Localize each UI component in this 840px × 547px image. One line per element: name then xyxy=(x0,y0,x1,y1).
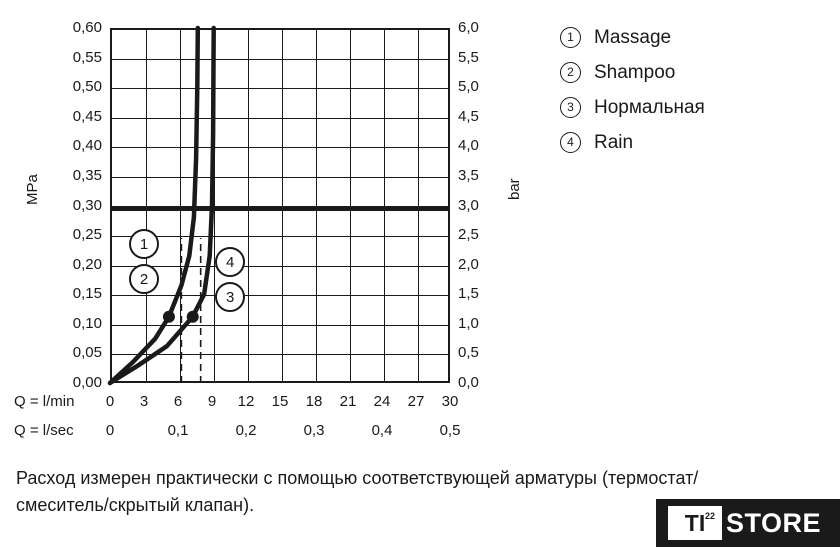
x-tick-lmin: 9 xyxy=(207,393,217,410)
y-tick-right: 4,5 xyxy=(458,107,479,125)
x-axis-row-lsec-label: Q = l/sec xyxy=(14,422,74,439)
legend-label-1: Massage xyxy=(594,26,672,48)
y-axis-title-left: MPa xyxy=(24,174,41,205)
logo-badge xyxy=(668,506,722,540)
logo-badge-superscript: 22 xyxy=(704,511,715,521)
x-tick-lmin: 30 xyxy=(441,393,459,410)
caption-line-1: Расход измерен практически с помощью соответствующей арматуры (термостат/ xyxy=(16,468,699,488)
x-tick-lmin: 15 xyxy=(271,393,289,410)
callout-3: 3 xyxy=(215,282,245,312)
legend-label-3: Нормальная xyxy=(594,96,705,118)
x-tick-lsec: 0 xyxy=(105,422,115,439)
y-tick-right: 3,0 xyxy=(458,196,479,214)
y-tick-left: 0,55 xyxy=(72,48,102,66)
legend xyxy=(560,20,830,160)
caption-line-2: смеситель/скрытый клапан). xyxy=(16,495,255,515)
y-tick-left: 0,15 xyxy=(72,285,102,303)
y-tick-left: 0,40 xyxy=(72,137,102,155)
y-tick-left: 0,25 xyxy=(72,226,102,244)
y-tick-right: 1,0 xyxy=(458,314,479,332)
legend-label-4: Rain xyxy=(594,131,634,153)
legend-label-2: Shampoo xyxy=(594,61,676,83)
y-tick-left: 0,05 xyxy=(72,344,102,362)
x-axis-row-lmin xyxy=(0,393,530,415)
x-tick-lmin: 21 xyxy=(339,393,357,410)
callout-1: 1 xyxy=(129,229,159,259)
y-tick-left: 0,20 xyxy=(72,255,102,273)
x-tick-lmin: 3 xyxy=(139,393,149,410)
x-tick-lmin: 6 xyxy=(173,393,183,410)
data-point-marker xyxy=(187,311,199,323)
y-tick-right: 2,0 xyxy=(458,255,479,273)
x-axis-row-lmin-label: Q = l/min xyxy=(14,393,75,410)
legend-number-1: 1 xyxy=(560,27,581,48)
x-tick-lmin: 18 xyxy=(305,393,323,410)
y-tick-left: 0,30 xyxy=(72,196,102,214)
y-tick-right: 0,5 xyxy=(458,344,479,362)
x-tick-lmin: 24 xyxy=(373,393,391,410)
x-tick-lmin: 27 xyxy=(407,393,425,410)
x-tick-lsec: 0,2 xyxy=(235,422,257,439)
y-tick-left: 0,50 xyxy=(72,78,102,96)
legend-item xyxy=(560,125,830,160)
store-logo xyxy=(656,499,840,547)
x-axis-row-lsec xyxy=(0,422,530,444)
logo-text: STORE xyxy=(726,507,822,538)
x-tick-lsec: 0,1 xyxy=(167,422,189,439)
x-tick-lsec: 0,5 xyxy=(439,422,461,439)
y-tick-right: 5,0 xyxy=(458,78,479,96)
curve-1 xyxy=(110,28,198,383)
legend-number-3: 3 xyxy=(560,97,581,118)
y-tick-right: 0,0 xyxy=(458,374,479,391)
x-tick-lmin: 0 xyxy=(105,393,115,410)
y-tick-right: 4,0 xyxy=(458,137,479,155)
x-tick-lsec: 0,4 xyxy=(371,422,393,439)
legend-item xyxy=(560,90,830,125)
y-tick-right: 5,5 xyxy=(458,48,479,66)
y-tick-right: 3,5 xyxy=(458,166,479,184)
y-tick-left: 0,45 xyxy=(72,107,102,125)
callout-4: 4 xyxy=(215,247,245,277)
x-tick-lmin: 12 xyxy=(237,393,255,410)
y-tick-left: 0,00 xyxy=(72,374,102,391)
y-axis-title-right: bar xyxy=(506,178,523,200)
legend-number-4: 4 xyxy=(560,132,581,153)
y-tick-right: 6,0 xyxy=(458,19,479,36)
y-tick-left: 0,10 xyxy=(72,314,102,332)
y-tick-left: 0,60 xyxy=(72,19,102,36)
callout-2: 2 xyxy=(129,264,159,294)
logo-badge-text: TI xyxy=(684,509,706,536)
y-tick-right: 2,5 xyxy=(458,226,479,244)
x-tick-lsec: 0,3 xyxy=(303,422,325,439)
data-point-marker xyxy=(163,311,175,323)
legend-item xyxy=(560,20,830,55)
legend-item xyxy=(560,55,830,90)
y-tick-right: 1,5 xyxy=(458,285,479,303)
legend-number-2: 2 xyxy=(560,62,581,83)
y-tick-left: 0,35 xyxy=(72,166,102,184)
